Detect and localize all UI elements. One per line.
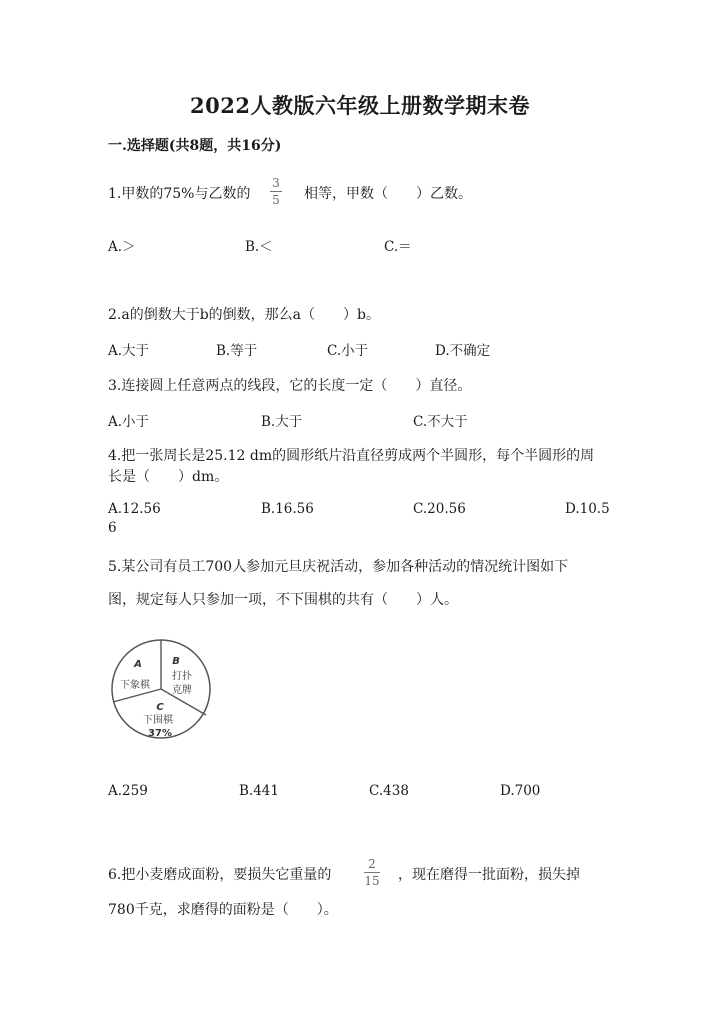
option-d[interactable]: D.不确定 (435, 343, 491, 359)
slice-c-label: 下围棋 (143, 715, 173, 726)
fraction-numerator: 2 (368, 857, 376, 871)
slice-a-letter: A (134, 659, 142, 670)
option-a[interactable]: A.259 (108, 783, 148, 799)
question-1-fraction (270, 177, 282, 206)
option-d-wrap: 6 (108, 520, 117, 536)
option-a[interactable]: A.＞ (108, 239, 136, 255)
option-c[interactable]: C.20.56 (413, 501, 466, 517)
section-heading: 一.选择题(共8题，共16分) (108, 138, 282, 154)
question-5-text-line1: 5.某公司有员工700人参加元旦庆祝活动，参加各种活动的情况统计图如下 (108, 559, 569, 575)
question-6-fraction (364, 858, 380, 887)
option-c[interactable]: C.438 (369, 783, 409, 799)
option-b[interactable]: B.＜ (245, 239, 273, 255)
question-3-text: 3.连接圆上任意两点的线段，它的长度一定（ ）直径。 (108, 378, 472, 394)
question-4-text-line2: 长是（ ）dm。 (108, 469, 229, 485)
option-c[interactable]: C.小于 (327, 343, 369, 359)
fraction-denominator: 5 (272, 193, 280, 207)
question-4-text-line1: 4.把一张周长是25.12 dm的圆形纸片沿直径剪成两个半圆形，每个半圆形的周 (108, 448, 595, 464)
question-6-text-line2: 780千克，求磨得的面粉是（ ）。 (108, 902, 338, 918)
slice-b-label-line1: 打扑 (172, 671, 192, 682)
option-b[interactable]: B.等于 (216, 343, 258, 359)
question-6-text-pre: 6.把小麦磨成面粉，要损失它重量的 (108, 867, 332, 883)
page-title: 2022人教版六年级上册数学期末卷 (190, 93, 530, 118)
option-b[interactable]: B.大于 (261, 414, 303, 430)
fraction-denominator: 15 (364, 874, 380, 888)
question-1-text-pre: 1.甲数的75%与乙数的 (108, 186, 251, 202)
slice-c-percent: 37% (148, 728, 172, 739)
option-b[interactable]: B.16.56 (261, 501, 314, 517)
slice-a-label: 下象棋 (120, 680, 150, 691)
option-a[interactable]: A.12.56 (108, 501, 161, 517)
fraction-numerator: 3 (272, 176, 280, 190)
option-d[interactable]: D.700 (500, 783, 541, 799)
option-b[interactable]: B.441 (239, 783, 279, 799)
option-c[interactable]: C.不大于 (413, 414, 468, 430)
question-6-text-post: ，现在磨得一批面粉，损失掉 (398, 867, 580, 883)
question-1-text-post: 相等，甲数（ ）乙数。 (304, 186, 472, 202)
slice-b-letter: B (172, 656, 180, 667)
option-a[interactable]: A.大于 (108, 343, 150, 359)
question-5-text-line2: 图，规定每人只参加一项，不下围棋的共有（ ）人。 (108, 592, 458, 608)
pie-chart (108, 632, 212, 744)
option-d[interactable]: D.10.5 (565, 501, 610, 517)
option-a[interactable]: A.小于 (108, 414, 150, 430)
slice-c-letter: C (156, 702, 164, 713)
slice-b-label-line2: 克牌 (172, 685, 192, 696)
option-c[interactable]: C.＝ (384, 239, 412, 255)
question-2-text: 2.a的倒数大于b的倒数，那么a（ ）b。 (108, 307, 380, 323)
